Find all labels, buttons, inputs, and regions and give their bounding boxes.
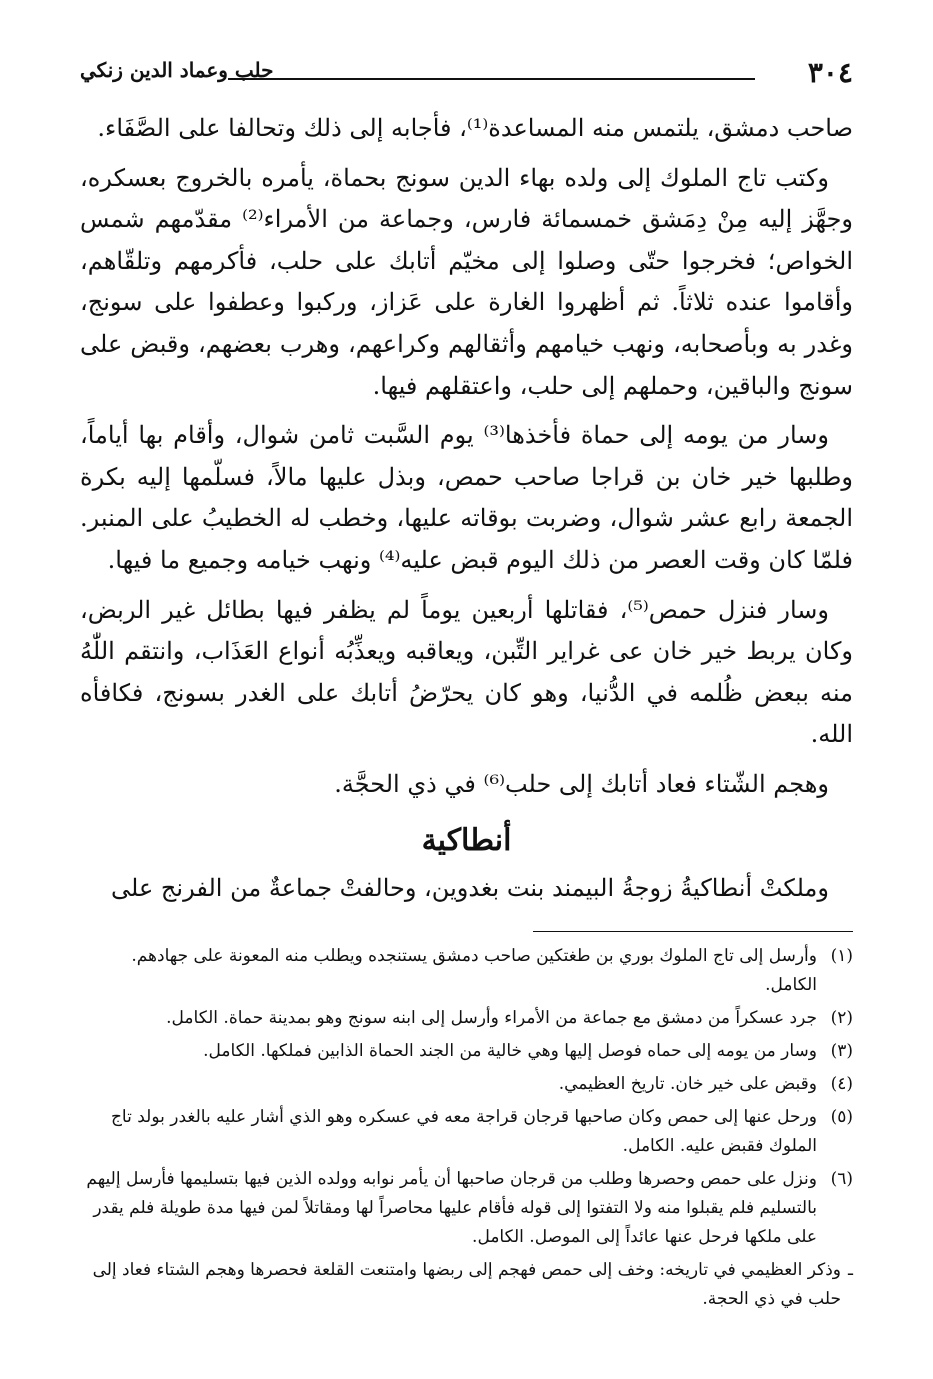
footnote-divider [533,931,853,932]
main-text [80,108,853,909]
paragraph: وسار من يومه إلى حماة فأخذها⁽³⁾ يوم السَّبت ثامن شوال، وأقام بها أياماً، وطلبها خير خان بن قراجا صاحب حمص، وبذل عليها مالاً، فسلّمها إليه بكرة الجمعة رابع عشر شوال، وضربت بوقاته عليها، وخطب له الخطيبُ على المنبر. فلمّا كان وقت العصر من ذلك اليوم قبض عليه⁽⁴⁾ ونهب خيامه وجميع ما فيها. [80,421,853,574]
page-number: ٣٠٤ [807,56,853,89]
footnote [80,1103,853,1161]
footnotes [80,942,853,1314]
paragraph: وهجم الشّتاء فعاد أتابك إلى حلب⁽⁶⁾ في ذي الحجَّة. [334,769,829,798]
running-title: حلب وعماد الدين زنكي [80,58,274,82]
footnote-number: (٤) [830,1074,853,1095]
footnote [80,1070,853,1099]
footnote-number: (٢) [830,1008,853,1029]
footnote-number: (١) [830,946,853,967]
footnote-number: (٥) [830,1107,853,1128]
footnote-number: (٦) [830,1169,853,1190]
footnote [80,1165,853,1252]
footnote-text: جرد عسكراً من دمشق مع جماعة من الأمراء وأرسل إلى ابنه سونج وهو بمدينة حماة. الكامل. [166,1008,817,1029]
running-header [80,48,853,88]
footnote-text: وقبض على خير خان. تاريخ العظيمي. [558,1074,817,1095]
paragraph: وملكتْ أنطاكيةُ زوجةُ البيمند بنت بغدوين، وحالفتْ جماعةٌ من الفرنج على [111,873,829,902]
footnote-continuation [80,1256,853,1314]
header-rule [228,78,755,80]
footnote [80,1037,853,1066]
book-page [80,48,853,1318]
footnote-text: ورحل عنها إلى حمص وكان صاحبها قرجان قراجة معه في عسكره وهو الذي أشار عليه بالغدر بولد تاج الملوك فقبض عليه. الكامل. [110,1107,817,1157]
footnote-dash: ـ [848,1260,853,1281]
paragraph: وسار فنزل حمص⁽⁵⁾، فقاتلها أربعين يوماً لم يظفر فيها بطائل غير الربض، وكان يربط خير خان عى غراير التِّبن، ويعاقبه ويعذِّبُه أنواع العَذَاب، وانتقم اللّٰهُ منه ببعض ظُلمه في الدُّنيا، وهو كان يحرّضُ أتابك على الغدر بسونج، فكافأه الله. [80,595,853,749]
footnote-text: وسار من يومه إلى حماه فوصل إليها وهي خالية من الجند الحماة الذابين فملكها. الكامل. [203,1041,817,1062]
paragraph: صاحب دمشق، يلتمس منه المساعدة⁽¹⁾، فأجابه إلى ذلك وتحالفا على الصَّفَاء. [97,114,853,142]
footnote [80,942,853,1000]
footnote-number: (٣) [830,1041,853,1062]
footnote [80,1004,853,1033]
section-heading: أنطاكية [421,822,512,858]
footnote-text: ونزل على حمص وحصرها وطلب من قرجان صاحبها أن يأمر نوابه وولده الذين فيها بتسليمها فأرسل إليهم بالتسليم فلم يقبلوا منه ولا التفتوا إلى قوله فأقام عليها محاصراً لها ومقاتلاً لمن فيها مدة طويلة فلم يقدر على ملكها فرحل عنها عائداً إلى الموصل. الكامل. [86,1169,817,1248]
footnote-text: وأرسل إلى تاج الملوك بوري بن طغتكين صاحب دمشق يستنجده ويطلب منه المعونة على جهادهم. الكامل. [131,946,817,996]
paragraph: وكتب تاج الملوك إلى ولده بهاء الدين سونج بحماة، يأمره بالخروج بعسكره، وجهَّز إليه مِنْ دِمَشق خمسمائة فارس، وجماعة من الأمراء⁽²⁾ مقدّمهم شمس الخواص؛ فخرجوا حتّى وصلوا إلى مخيّم أتابك على حلب، فأكرمهم وتلقّاهم، وأقاموا عنده ثلاثاً. ثم أظهروا الغارة على عَزاز، وركبوا وعطفوا على سونج، وغدر به وبأصحابه، ونهب خيامهم وأثقالهم وكراعهم، وهرب بعضهم، وقبض على سونج والباقين، وحملهم إلى حلب، واعتقلهم فيها. [80,163,854,400]
footnote-text: وذكر العظيمي في تاريخه: وخف إلى حمص فهجم إلى ربضها وامتنعت القلعة فحصرها وهجم الشتاء فعاد إلى حلب في ذي الحجة. [92,1260,841,1310]
